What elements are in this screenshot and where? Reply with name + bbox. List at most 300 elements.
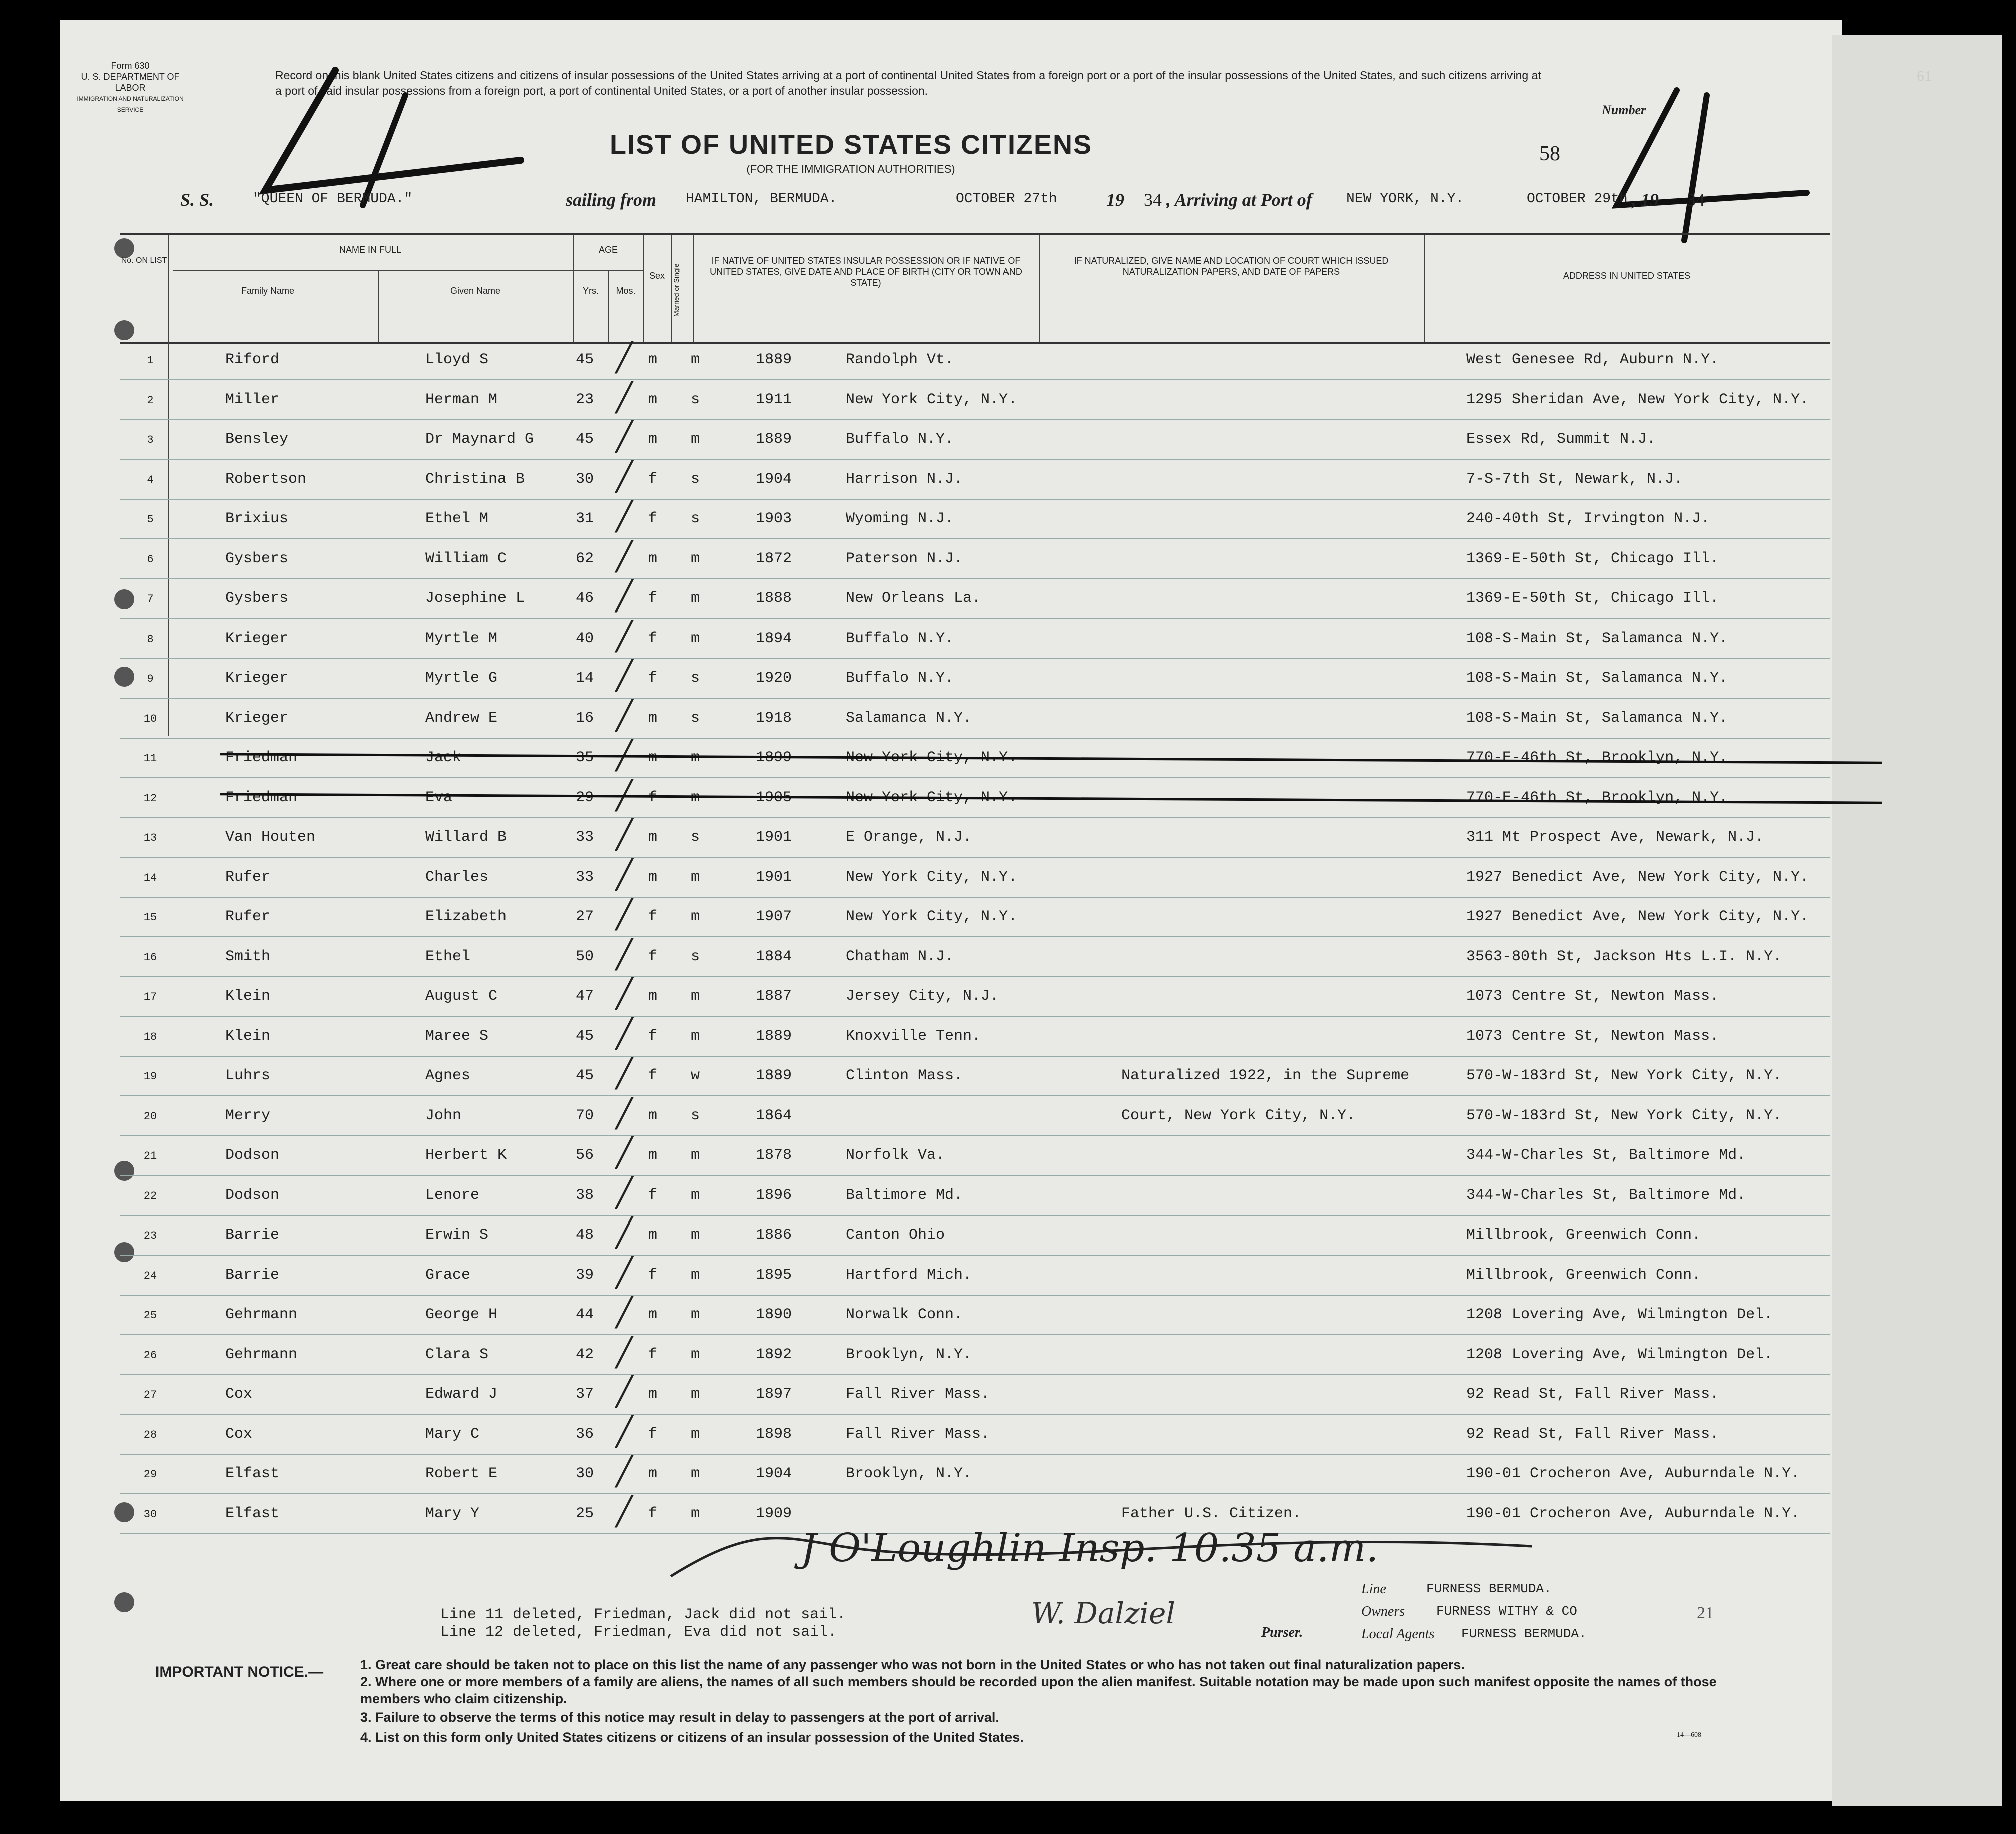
address: 1073 Centre St, Newton Mass. bbox=[1466, 1027, 1719, 1045]
address: Essex Rd, Summit N.J. bbox=[1466, 431, 1656, 448]
sex: f bbox=[648, 1346, 658, 1363]
row-number: 23 bbox=[143, 1230, 157, 1242]
row-number: 28 bbox=[143, 1428, 157, 1441]
birth-year: 1895 bbox=[756, 1266, 792, 1284]
address: 344-W-Charles St, Baltimore Md. bbox=[1466, 1186, 1746, 1204]
marital-status: m bbox=[691, 1465, 700, 1482]
family-name: Robertson bbox=[225, 470, 307, 488]
address: 3563-80th St, Jackson Hts L.I. N.Y. bbox=[1466, 948, 1782, 965]
marital-status: s bbox=[691, 510, 700, 527]
birth-place: Fall River Mass. bbox=[846, 1425, 990, 1443]
family-name: Gysbers bbox=[225, 550, 289, 567]
given-name: Lloyd S bbox=[425, 351, 489, 368]
row-number: 29 bbox=[143, 1468, 157, 1481]
table-row bbox=[120, 1017, 1830, 1057]
given-name: Ethel bbox=[425, 948, 471, 965]
birth-year: 1903 bbox=[756, 510, 792, 527]
binding-hole bbox=[114, 1592, 134, 1612]
table-row bbox=[120, 1375, 1830, 1415]
family-name: Elfast bbox=[225, 1505, 280, 1522]
check-mark: ╱ bbox=[616, 898, 633, 931]
header-no: No. ON LIST bbox=[121, 256, 167, 265]
birth-year: 1888 bbox=[756, 590, 792, 607]
check-mark: ╱ bbox=[616, 1336, 633, 1369]
marital-status: m bbox=[691, 630, 700, 647]
birth-place: Norwalk Conn. bbox=[846, 1306, 963, 1323]
birth-place: Chatham N.J. bbox=[846, 948, 954, 965]
marital-status: m bbox=[691, 1227, 700, 1244]
sex: m bbox=[648, 829, 658, 846]
family-name: Krieger bbox=[225, 630, 289, 647]
sex: m bbox=[648, 749, 658, 766]
given-name: August C bbox=[425, 988, 498, 1005]
given-name: Myrtle G bbox=[425, 670, 498, 687]
address: Millbrook, Greenwich Conn. bbox=[1466, 1266, 1701, 1284]
large-handwritten-4 bbox=[1577, 80, 1817, 250]
marital-status: s bbox=[691, 948, 700, 965]
departure-year-prefix: 19 bbox=[1106, 190, 1124, 210]
sex: f bbox=[648, 1266, 658, 1284]
naturalization: Court, New York City, N.Y. bbox=[1121, 1107, 1356, 1124]
header-name-in-full: NAME IN FULL bbox=[339, 245, 402, 255]
given-name: Elizabeth bbox=[425, 908, 507, 925]
given-name: Erwin S bbox=[425, 1227, 489, 1244]
birth-year: 1864 bbox=[756, 1107, 792, 1124]
birth-year: 1911 bbox=[756, 391, 792, 408]
row-number: 12 bbox=[143, 792, 157, 805]
table-row bbox=[120, 1335, 1830, 1375]
birth-place: Brooklyn, N.Y. bbox=[846, 1465, 972, 1482]
age-years: 46 bbox=[576, 590, 594, 607]
check-mark: ╱ bbox=[616, 1176, 633, 1209]
table-row bbox=[120, 460, 1830, 500]
agents-value: FURNESS BERMUDA. bbox=[1461, 1626, 1587, 1641]
row-number: 19 bbox=[143, 1070, 157, 1083]
birth-place: Paterson N.J. bbox=[846, 550, 963, 567]
row-number: 7 bbox=[147, 593, 154, 605]
purser-signature: W. Dalziel bbox=[1031, 1596, 1175, 1630]
row-number: 20 bbox=[143, 1110, 157, 1123]
check-mark: ╱ bbox=[616, 580, 633, 613]
row-number: 16 bbox=[143, 951, 157, 964]
row-number: 24 bbox=[143, 1269, 157, 1282]
sex: f bbox=[648, 470, 658, 488]
check-mark: ╱ bbox=[616, 620, 633, 653]
table-row bbox=[120, 977, 1830, 1017]
row-number: 25 bbox=[143, 1309, 157, 1322]
age-years: 31 bbox=[576, 510, 594, 527]
table-row bbox=[120, 539, 1830, 579]
row-number: 15 bbox=[143, 911, 157, 924]
marital-status: m bbox=[691, 1027, 700, 1045]
family-name: Friedman bbox=[225, 789, 298, 806]
birth-year: 1890 bbox=[756, 1306, 792, 1323]
family-name: Klein bbox=[225, 988, 271, 1005]
age-years: 45 bbox=[576, 351, 594, 368]
birth-year: 1918 bbox=[756, 709, 792, 727]
age-years: 16 bbox=[576, 709, 594, 727]
row-number: 2 bbox=[147, 394, 154, 407]
birth-year: 1892 bbox=[756, 1346, 792, 1363]
marital-status: s bbox=[691, 670, 700, 687]
marital-status: s bbox=[691, 829, 700, 846]
sex: m bbox=[648, 391, 658, 408]
marital-status: m bbox=[691, 988, 700, 1005]
family-name: Dodson bbox=[225, 1186, 280, 1204]
birth-place: Randolph Vt. bbox=[846, 351, 954, 368]
age-years: 33 bbox=[576, 868, 594, 886]
age-years: 30 bbox=[576, 470, 594, 488]
row-number: 5 bbox=[147, 513, 154, 526]
address: 190-01 Crocheron Ave, Auburndale N.Y. bbox=[1466, 1465, 1800, 1482]
page-subtitle: (FOR THE IMMIGRATION AUTHORITIES) bbox=[746, 163, 955, 175]
svg-text:J O'Loughlin Insp. 10.35 a.m.: J O'Loughlin Insp. 10.35 a.m. bbox=[801, 1526, 1379, 1571]
row-number: 26 bbox=[143, 1349, 157, 1362]
family-name: Luhrs bbox=[225, 1067, 271, 1084]
sex: f bbox=[648, 670, 658, 687]
line-value: FURNESS BERMUDA. bbox=[1426, 1581, 1552, 1596]
birth-place: Knoxville Tenn. bbox=[846, 1027, 981, 1045]
given-name: Josephine L bbox=[425, 590, 525, 607]
given-name: Christina B bbox=[425, 470, 525, 488]
birth-place: Jersey City, N.J. bbox=[846, 988, 999, 1005]
marital-status: m bbox=[691, 550, 700, 567]
table-row bbox=[120, 420, 1830, 460]
row-number: 4 bbox=[147, 473, 154, 486]
age-years: 14 bbox=[576, 670, 594, 687]
age-years: 70 bbox=[576, 1107, 594, 1124]
given-name: Mary C bbox=[425, 1425, 480, 1443]
given-name: John bbox=[425, 1107, 462, 1124]
page-number: 21 bbox=[1697, 1604, 1714, 1622]
given-name: Robert E bbox=[425, 1465, 498, 1482]
sex: m bbox=[648, 868, 658, 886]
address: 344-W-Charles St, Baltimore Md. bbox=[1466, 1147, 1746, 1164]
sex: f bbox=[648, 1425, 658, 1443]
number-value: 58 bbox=[1539, 142, 1560, 165]
corner-mark: 61 bbox=[1917, 68, 1932, 84]
address: 1295 Sheridan Ave, New York City, N.Y. bbox=[1466, 391, 1809, 408]
header-age: AGE bbox=[598, 245, 618, 255]
birth-place: Harrison N.J. bbox=[846, 470, 963, 488]
given-name: Ethel M bbox=[425, 510, 489, 527]
marital-status: m bbox=[691, 868, 700, 886]
arrival-year-prefix: , 19 bbox=[1632, 190, 1659, 210]
age-years: 62 bbox=[576, 550, 594, 567]
birth-year: 1889 bbox=[756, 1027, 792, 1045]
marital-status: s bbox=[691, 391, 700, 408]
departure-date: OCTOBER 27th bbox=[956, 191, 1057, 207]
table-row bbox=[120, 1256, 1830, 1296]
age-years: 36 bbox=[576, 1425, 594, 1443]
family-name: Krieger bbox=[225, 709, 289, 727]
birth-year: 1920 bbox=[756, 670, 792, 687]
age-years: 33 bbox=[576, 829, 594, 846]
sex: m bbox=[648, 550, 658, 567]
family-name: Riford bbox=[225, 351, 280, 368]
table-header bbox=[120, 233, 1830, 344]
check-mark: ╱ bbox=[616, 660, 633, 692]
address: 1369-E-50th St, Chicago Ill. bbox=[1466, 550, 1719, 567]
given-name: Edward J bbox=[425, 1386, 498, 1403]
family-name: Bensley bbox=[225, 431, 289, 448]
check-mark: ╱ bbox=[616, 1017, 633, 1050]
age-years: 45 bbox=[576, 1067, 594, 1084]
check-mark: ╱ bbox=[616, 1097, 633, 1130]
voyage-line bbox=[180, 189, 1862, 219]
birth-year: 1896 bbox=[756, 1186, 792, 1204]
age-years: 44 bbox=[576, 1306, 594, 1323]
row-number: 21 bbox=[143, 1150, 157, 1162]
header-mos: Mos. bbox=[616, 286, 636, 296]
table-row bbox=[120, 579, 1830, 619]
sex: m bbox=[648, 1465, 658, 1482]
family-name: Gehrmann bbox=[225, 1306, 298, 1323]
family-name: Krieger bbox=[225, 670, 289, 687]
address: 570-W-183rd St, New York City, N.Y. bbox=[1466, 1107, 1782, 1124]
table-row bbox=[120, 340, 1830, 380]
sex: f bbox=[648, 590, 658, 607]
age-years: 23 bbox=[576, 391, 594, 408]
age-years: 27 bbox=[576, 908, 594, 925]
birth-place: Buffalo N.Y. bbox=[846, 431, 954, 448]
birth-year: 1889 bbox=[756, 431, 792, 448]
marital-status: m bbox=[691, 1147, 700, 1164]
ship-name: "QUEEN OF BERMUDA." bbox=[253, 191, 413, 207]
address: 570-W-183rd St, New York City, N.Y. bbox=[1466, 1067, 1782, 1084]
given-name: Myrtle M bbox=[425, 630, 498, 647]
family-name: Friedman bbox=[225, 749, 298, 766]
deletion-note: Line 11 deleted, Friedman, Jack did not sail. bbox=[440, 1606, 846, 1623]
family-name: Klein bbox=[225, 1027, 271, 1045]
arrival-date: OCTOBER 29th bbox=[1527, 191, 1628, 207]
given-name: Clara S bbox=[425, 1346, 489, 1363]
age-years: 42 bbox=[576, 1346, 594, 1363]
header-sex: Sex bbox=[649, 271, 665, 281]
birth-place: Wyoming N.J. bbox=[846, 510, 954, 527]
marital-status: m bbox=[691, 431, 700, 448]
given-name: George H bbox=[425, 1306, 498, 1323]
notice-item: 1. Great care should be taken not to place on this list the name of any passenger who was not born in the United States or who has not taken out final naturalization papers. bbox=[360, 1657, 1465, 1672]
sex: m bbox=[648, 1306, 658, 1323]
notice-item: 4. List on this form only United States citizens or citizens of an insular possession of the United States. bbox=[360, 1730, 1024, 1745]
marital-status: m bbox=[691, 1505, 700, 1522]
arrival-year: 34 bbox=[1687, 190, 1705, 210]
row-number: 6 bbox=[147, 553, 154, 566]
header-yrs: Yrs. bbox=[582, 286, 599, 296]
table-row bbox=[120, 1295, 1830, 1335]
age-years: 56 bbox=[576, 1147, 594, 1164]
marital-status: m bbox=[691, 1266, 700, 1284]
address: 240-40th St, Irvington N.J. bbox=[1466, 510, 1710, 527]
birth-place: New York City, N.Y. bbox=[846, 391, 1018, 408]
row-number: 18 bbox=[143, 1030, 157, 1043]
check-mark: ╱ bbox=[616, 1057, 633, 1090]
page-edge bbox=[1832, 35, 2002, 1806]
given-name: Jack bbox=[425, 749, 462, 766]
table-row bbox=[120, 699, 1830, 739]
birth-place: Norfolk Va. bbox=[846, 1147, 945, 1164]
address: 7-S-7th St, Newark, N.J. bbox=[1466, 470, 1683, 488]
given-name: Herbert K bbox=[425, 1147, 507, 1164]
table-row bbox=[120, 499, 1830, 539]
birth-year: 1904 bbox=[756, 470, 792, 488]
table-row bbox=[120, 1096, 1830, 1136]
row-number: 10 bbox=[143, 712, 157, 725]
naturalization: Father U.S. Citizen. bbox=[1121, 1505, 1302, 1522]
check-mark: ╱ bbox=[616, 460, 633, 493]
notice-item: 2. Where one or more members of a family are aliens, the names of all such members should be recorded upon the alien manifest. Suitable notation may be made upon such manifest opposite the names of those members who claim citizenship. bbox=[360, 1674, 1717, 1706]
age-years: 37 bbox=[576, 1386, 594, 1403]
birth-year: 1884 bbox=[756, 948, 792, 965]
check-mark: ╱ bbox=[616, 858, 633, 891]
row-number: 30 bbox=[143, 1508, 157, 1521]
birth-year: 1907 bbox=[756, 908, 792, 925]
family-name: Rufer bbox=[225, 868, 271, 886]
marital-status: s bbox=[691, 470, 700, 488]
row-number: 14 bbox=[143, 871, 157, 884]
age-years: 38 bbox=[576, 1186, 594, 1204]
marital-status: s bbox=[691, 709, 700, 727]
address: 770-E-46th St, Brooklyn, N.Y. bbox=[1466, 789, 1728, 806]
birth-year: 1894 bbox=[756, 630, 792, 647]
check-mark: ╱ bbox=[616, 1415, 633, 1448]
table-row bbox=[120, 818, 1830, 858]
birth-year: 1889 bbox=[756, 351, 792, 368]
check-mark: ╱ bbox=[616, 540, 633, 573]
table-row bbox=[120, 897, 1830, 937]
birth-place: Hartford Mich. bbox=[846, 1266, 972, 1284]
check-mark: ╱ bbox=[616, 341, 633, 374]
print-code: 14—608 bbox=[1677, 1731, 1701, 1739]
address: 1208 Lovering Ave, Wilmington Del. bbox=[1466, 1346, 1773, 1363]
notice-item: 3. Failure to observe the terms of this notice may result in delay to passengers at the port of arrival. bbox=[360, 1710, 999, 1725]
birth-place: Buffalo N.Y. bbox=[846, 630, 954, 647]
check-mark: ╱ bbox=[616, 1455, 633, 1488]
address: 311 Mt Prospect Ave, Newark, N.J. bbox=[1466, 829, 1764, 846]
row-number: 11 bbox=[143, 752, 157, 765]
address: 108-S-Main St, Salamanca N.Y. bbox=[1466, 630, 1728, 647]
address: 92 Read St, Fall River Mass. bbox=[1466, 1386, 1719, 1403]
table-row bbox=[120, 659, 1830, 699]
table-row bbox=[120, 778, 1830, 818]
sex: f bbox=[648, 1186, 658, 1204]
table-row bbox=[120, 1176, 1830, 1216]
marital-status: m bbox=[691, 1386, 700, 1403]
birth-year: 1898 bbox=[756, 1425, 792, 1443]
marital-status: w bbox=[691, 1067, 700, 1084]
address: 1208 Lovering Ave, Wilmington Del. bbox=[1466, 1306, 1773, 1323]
inspector-signature bbox=[651, 1516, 1552, 1596]
sex: m bbox=[648, 988, 658, 1005]
family-name: Barrie bbox=[225, 1266, 280, 1284]
row-number: 1 bbox=[147, 354, 154, 367]
table-row bbox=[120, 380, 1830, 420]
check-mark: ╱ bbox=[616, 938, 633, 971]
age-years: 30 bbox=[576, 1465, 594, 1482]
birth-year: 1887 bbox=[756, 988, 792, 1005]
sex: f bbox=[648, 510, 658, 527]
header-marital: Married or Single bbox=[672, 263, 680, 317]
address: 92 Read St, Fall River Mass. bbox=[1466, 1425, 1719, 1443]
family-name: Rufer bbox=[225, 908, 271, 925]
birth-place: E Orange, N.J. bbox=[846, 829, 972, 846]
sex: m bbox=[648, 1147, 658, 1164]
table-row bbox=[120, 738, 1830, 778]
birth-place: Buffalo N.Y. bbox=[846, 670, 954, 687]
family-name: Miller bbox=[225, 391, 280, 408]
intro-text: Record on this blank United States citizens and citizens of insular possessions of the United States arriving at a port of continental United States from a foreign port or a port of the insular possessions of the United States, and such citizens arriving at a port of said insular possessions from a foreign port, a port of continental United States, or a port of another insular possession. bbox=[275, 69, 1541, 97]
birth-place: Clinton Mass. bbox=[846, 1067, 963, 1084]
arriving-label: , Arriving at Port of bbox=[1166, 190, 1312, 210]
arrival-port: NEW YORK, N.Y. bbox=[1346, 191, 1464, 207]
sailing-label: sailing from bbox=[566, 190, 657, 210]
address: Millbrook, Greenwich Conn. bbox=[1466, 1227, 1701, 1244]
table-row bbox=[120, 937, 1830, 977]
address: 1927 Benedict Ave, New York City, N.Y. bbox=[1466, 868, 1809, 886]
sex: f bbox=[648, 1027, 658, 1045]
header-address: ADDRESS IN UNITED STATES bbox=[1563, 271, 1691, 281]
sex: m bbox=[648, 1107, 658, 1124]
sex: m bbox=[648, 709, 658, 727]
row-number: 27 bbox=[143, 1389, 157, 1401]
birth-place: Salamanca N.Y. bbox=[846, 709, 972, 727]
birth-place: Canton Ohio bbox=[846, 1227, 945, 1244]
age-years: 39 bbox=[576, 1266, 594, 1284]
age-years: 29 bbox=[576, 789, 594, 806]
birth-year: 1901 bbox=[756, 829, 792, 846]
check-mark: ╱ bbox=[616, 1256, 633, 1289]
line-label: Line bbox=[1361, 1581, 1386, 1597]
sex: f bbox=[648, 1067, 658, 1084]
sex: f bbox=[648, 1505, 658, 1522]
birth-year: 1909 bbox=[756, 1505, 792, 1522]
family-name: Smith bbox=[225, 948, 271, 965]
row-number: 3 bbox=[147, 434, 154, 446]
birth-place: Brooklyn, N.Y. bbox=[846, 1346, 972, 1363]
given-name: Herman M bbox=[425, 391, 498, 408]
address: 1927 Benedict Ave, New York City, N.Y. bbox=[1466, 908, 1809, 925]
age-years: 48 bbox=[576, 1227, 594, 1244]
marital-status: m bbox=[691, 1186, 700, 1204]
header-naturalized: IF NATURALIZED, GIVE NAME AND LOCATION OF COURT WHICH ISSUED NATURALIZATION PAPERS, AND DATE OF PAPERS bbox=[1074, 256, 1389, 277]
table-row bbox=[120, 858, 1830, 898]
check-mark: ╱ bbox=[616, 1216, 633, 1249]
family-name: Cox bbox=[225, 1386, 253, 1403]
age-years: 50 bbox=[576, 948, 594, 965]
check-mark: ╱ bbox=[616, 1495, 633, 1528]
row-number: 9 bbox=[147, 673, 154, 685]
check-mark: ╱ bbox=[616, 381, 633, 414]
table-row bbox=[120, 1215, 1830, 1256]
given-name: William C bbox=[425, 550, 507, 567]
age-years: 45 bbox=[576, 431, 594, 448]
family-name: Elfast bbox=[225, 1465, 280, 1482]
table-row bbox=[120, 619, 1830, 659]
departure-port: HAMILTON, BERMUDA. bbox=[686, 191, 837, 207]
family-name: Brixius bbox=[225, 510, 289, 527]
family-name: Gysbers bbox=[225, 590, 289, 607]
birth-place: Baltimore Md. bbox=[846, 1186, 963, 1204]
age-years: 45 bbox=[576, 1027, 594, 1045]
given-name: Grace bbox=[425, 1266, 471, 1284]
marital-status: m bbox=[691, 1306, 700, 1323]
table-row bbox=[120, 1056, 1830, 1096]
number-label: Number bbox=[1602, 103, 1646, 117]
agents-label: Local Agents bbox=[1361, 1626, 1435, 1642]
marital-status: s bbox=[691, 1107, 700, 1124]
family-name: Cox bbox=[225, 1425, 253, 1443]
